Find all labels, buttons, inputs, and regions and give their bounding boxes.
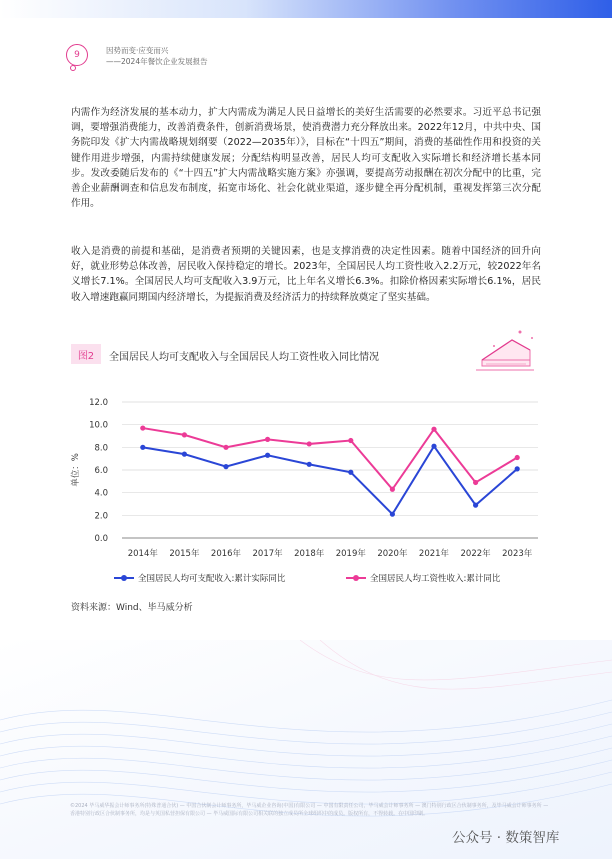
footer-copyright: ©2024 毕马威华振会计师事务所(特殊普通合伙) — 中国合伙制会计师事务所，毕马威企业咨询(中国)有限公司 — 中国有限责任公司，毕马威会计师事务所 — 澳门特别行政区合伙制事务所，及毕马威会计师事务所 — 香港特别行政区合伙制事务所，均是与英国私营担保有限公司 — 毕马威国际有限公司相关联的独立成员所全球组织中的成员。版权所有，不得转载。在中国印刷。 [70, 803, 549, 817]
y-tick-label: 4.0 [94, 488, 108, 499]
chart-x-axis [128, 548, 533, 559]
x-tick-label: 2016年 [210, 549, 242, 559]
y-tick-label: 12.0 [89, 398, 108, 408]
data-point [348, 438, 353, 443]
x-tick-label: 2022年 [460, 549, 491, 559]
legend-label-wage-income: 全国居民人均工资性收入:累计同比 [370, 574, 501, 584]
page-number: 9 [66, 44, 88, 66]
data-point [390, 512, 395, 517]
x-tick-label: 2018年 [294, 549, 325, 559]
y-tick-label: 0.0 [94, 534, 108, 544]
y-tick-label: 10.0 [89, 420, 108, 431]
x-tick-label: 2021年 [418, 549, 450, 559]
series-disposable-income [140, 444, 520, 517]
legend-swatch-blue [114, 577, 134, 579]
source-note: 资料来源：Wind、毕马威分析 [71, 603, 193, 613]
series-line [143, 446, 517, 514]
data-point [431, 444, 436, 449]
data-point [348, 470, 353, 475]
data-point [390, 487, 395, 492]
x-tick-label: 2015年 [169, 549, 200, 559]
data-point [515, 466, 520, 471]
data-point [182, 452, 187, 457]
cake-illustration-icon [474, 326, 536, 380]
top-gradient-bar [0, 0, 612, 18]
data-point [223, 464, 228, 469]
x-tick-label: 2020年 [377, 549, 408, 559]
y-tick-label: 6.0 [94, 466, 108, 476]
data-point [182, 432, 187, 437]
x-tick-label: 2017年 [252, 549, 283, 559]
data-point [265, 453, 270, 458]
x-tick-label: 2019年 [335, 549, 366, 559]
x-tick-label: 2023年 [502, 549, 533, 559]
data-point [515, 455, 520, 460]
x-tick-label: 2014年 [127, 549, 158, 559]
chart-y-axis-label: 单位：% [71, 453, 81, 487]
legend-swatch-pink [346, 577, 366, 579]
chart-series [140, 425, 520, 516]
data-point [431, 427, 436, 432]
figure-title-row [71, 344, 541, 364]
chart-gridlines [122, 402, 538, 538]
header-title-line1: 因势而变·应变而兴 [106, 46, 169, 55]
figure-title: 全国居民人均可支配收入与全国居民人均工资性收入同比情况 [109, 352, 379, 363]
header-title-line2: ——2024年餐饮企业发展报告 [106, 57, 208, 66]
data-point [307, 462, 312, 467]
body-paragraph-1: 内需作为经济发展的基本动力，扩大内需成为满足人民日益增长的美好生活需要的必然要求。习近平总书记强调，要增强消费能力，改善消费条件，创新消费场景，使消费潜力充分释放出来。2022年12月，中共中央、国务院印发《扩大内需战略规划纲要（2022—2035年）》，目标在“十四五”期间，消费的基础性作用和投资的关键作用进步增强，内需持续健康发展；分配结构明显改善，居民人均可支配收入实际增长和经济增长基本同步。发改委随后发布的《“十四五”扩大内需战略实施方案》亦强调，要提高劳动报酬在初次分配中的比重，完善企业薪酬调查和信息发布制度，拓宽市场化、社会化就业渠道，逐步健全再分配机制，重视发挥第三次分配作用。 [71, 107, 541, 210]
data-point [265, 437, 270, 442]
data-point [307, 441, 312, 446]
y-tick-label: 2.0 [94, 511, 108, 522]
data-point [140, 425, 145, 430]
y-tick-label: 8.0 [94, 443, 108, 454]
chart-y-axis [89, 398, 108, 544]
data-point [473, 480, 478, 485]
legend-label-disposable-income: 全国居民人均可支配收入:累计实际同比 [138, 574, 286, 584]
body-paragraph-2: 收入是消费的前提和基础，是消费者预期的关键因素，也是支撑消费的决定性因素。随着中国经济的回升向好，就业形势总体改善，居民收入保持稳定的增长。2023年，全国居民人均工资性收入2.2万元，较2022年名义增长7.1%。全国居民人均可支配收入3.9万元，比上年名义增长6.3%。扣除价格因素实际增长6.1%，居民收入增速跑赢同期国内经济增长，为提振消费及经济活力的持续释放奠定了坚实基础。 [71, 246, 541, 303]
watermark: 公众号 · 数策智库 [452, 830, 560, 846]
header-title [106, 45, 306, 67]
data-point [473, 503, 478, 508]
data-point [223, 445, 228, 450]
figure-tag: 图2 [71, 344, 101, 364]
line-chart [60, 388, 550, 563]
data-point [140, 445, 145, 450]
